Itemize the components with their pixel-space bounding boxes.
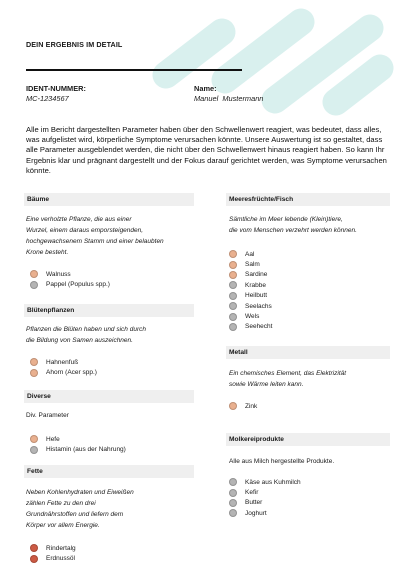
result-level-dot-icon bbox=[229, 402, 237, 410]
list-item-label: Seelachs bbox=[245, 302, 272, 310]
section-heading-diverse: Diverse bbox=[24, 390, 194, 403]
desc-line: Sämtliche im Meer lebende (Klein)tiere, bbox=[229, 216, 343, 223]
section-desc-metall bbox=[229, 368, 346, 390]
list-item-label: Wels bbox=[245, 313, 260, 321]
list-item-label: Zink bbox=[245, 402, 258, 410]
result-level-dot-icon bbox=[30, 369, 38, 377]
result-level-dot-icon bbox=[30, 446, 38, 454]
list-item-label: Aal bbox=[245, 250, 255, 258]
section-desc-diverse bbox=[26, 410, 69, 421]
result-level-dot-icon bbox=[30, 281, 38, 289]
list-item bbox=[229, 508, 301, 518]
desc-line: Pflanzen die Blüten haben und sich durch bbox=[26, 326, 146, 333]
list-item bbox=[229, 291, 272, 301]
list-item-label: Käse aus Kuhmilch bbox=[245, 478, 301, 486]
name-value: Manuel Mustermann bbox=[194, 94, 264, 103]
section-desc-molkerei bbox=[229, 456, 334, 467]
result-level-dot-icon bbox=[229, 323, 237, 331]
item-list-diverse bbox=[30, 434, 126, 455]
section-heading-molkerei: Molkereiprodukte bbox=[226, 433, 390, 446]
desc-line: zählen Fette zu den drei bbox=[26, 500, 96, 507]
list-item-label: Rindertalg bbox=[46, 544, 76, 552]
result-level-dot-icon bbox=[229, 250, 237, 258]
list-item bbox=[30, 444, 126, 454]
section-desc-bluetenpflanzen bbox=[26, 324, 146, 346]
item-list-fette bbox=[30, 543, 76, 564]
list-item-label: Hahnenfuß bbox=[46, 358, 79, 366]
desc-line: die vom Menschen verzehrt werden können. bbox=[229, 227, 357, 234]
result-level-dot-icon bbox=[30, 544, 38, 552]
list-item bbox=[229, 270, 272, 280]
list-item bbox=[229, 322, 272, 332]
section-heading-bluetenpflanzen: Blütenpflanzen bbox=[24, 304, 194, 317]
list-item-label: Histamin (aus der Nahrung) bbox=[46, 446, 126, 454]
intro-paragraph: Alle im Bericht dargestellten Parameter haben über den Schwellenwert reagiert, was bedeutet, dass alles, was aufgelistet wird, körperliche Symptome verursachen könnte. Unsere Auswertung ist so gestaltet, dass alle Parameter ausgeblendet werden, die nicht über den Schwellenwert hinaus reagiert haben. So kann Ihr Ergebnis klar und prägnant dargestellt und der Fokus darauf gerichtet werden, was Symptome verursachen könnte. bbox=[26, 125, 387, 175]
result-level-dot-icon bbox=[30, 555, 38, 563]
list-item bbox=[30, 357, 97, 367]
list-item-label: Butter bbox=[245, 499, 263, 507]
item-list-meeresfruechte bbox=[229, 249, 272, 332]
result-level-dot-icon bbox=[229, 261, 237, 269]
ident-value: MC-1234567 bbox=[26, 94, 69, 103]
list-item-label: Hefe bbox=[46, 435, 60, 443]
list-item bbox=[229, 311, 272, 321]
desc-line: Krone besteht. bbox=[26, 249, 69, 256]
section-desc-baeume bbox=[26, 214, 164, 258]
list-item bbox=[229, 301, 272, 311]
list-item bbox=[30, 279, 110, 289]
list-item bbox=[229, 259, 272, 269]
result-level-dot-icon bbox=[229, 271, 237, 279]
list-item-label: Walnuss bbox=[46, 270, 71, 278]
desc-line: Ein chemisches Element, das Elektrizität bbox=[229, 370, 347, 377]
list-item-label: Heilbutt bbox=[245, 292, 268, 300]
list-item-label: Joghurt bbox=[245, 509, 267, 517]
section-desc-meeresfruechte bbox=[229, 214, 357, 236]
item-list-baeume bbox=[30, 269, 110, 290]
item-list-bluetenpflanzen bbox=[30, 357, 97, 378]
list-item bbox=[229, 401, 257, 411]
desc-line: Wurzel, einem daraus emporsteigenden, bbox=[26, 227, 144, 234]
result-level-dot-icon bbox=[229, 302, 237, 310]
section-heading-fette: Fette bbox=[24, 465, 194, 478]
result-level-dot-icon bbox=[229, 292, 237, 300]
section-heading-meeresfruechte: Meeresfrüchte/Fisch bbox=[226, 193, 390, 206]
desc-line: hochgewachsenem Stamm und einer belaubten bbox=[26, 238, 164, 245]
section-desc-fette bbox=[26, 487, 134, 531]
result-level-dot-icon bbox=[229, 489, 237, 497]
list-item-label: Krabbe bbox=[245, 281, 266, 289]
list-item bbox=[229, 477, 301, 487]
list-item-label: Salm bbox=[245, 261, 260, 269]
list-item bbox=[30, 543, 76, 553]
result-level-dot-icon bbox=[30, 358, 38, 366]
item-list-metall bbox=[229, 401, 257, 411]
name-label: Name: bbox=[194, 84, 217, 93]
item-list-molkerei bbox=[229, 477, 301, 519]
list-item-label: Pappel (Populus spp.) bbox=[46, 281, 110, 289]
title-underline bbox=[26, 69, 242, 71]
list-item bbox=[229, 280, 272, 290]
desc-line: sowie Wärme leiten kann. bbox=[229, 381, 304, 388]
list-item bbox=[30, 269, 110, 279]
decorative-stripes bbox=[0, 0, 416, 130]
list-item bbox=[30, 434, 126, 444]
stripe-3 bbox=[275, 28, 370, 100]
desc-line: Eine verholzte Pflanze, die aus einer bbox=[26, 216, 132, 223]
desc-line: die Bildung von Samen auszeichnen. bbox=[26, 337, 133, 344]
list-item-label: Seehecht bbox=[245, 323, 273, 331]
desc-line: Grundnährstoffen und liefern dem bbox=[26, 511, 124, 518]
page-title: DEIN ERGEBNIS IM DETAIL bbox=[26, 40, 123, 49]
section-heading-metall: Metall bbox=[226, 346, 390, 359]
section-heading-baeume: Bäume bbox=[24, 193, 194, 206]
result-level-dot-icon bbox=[229, 281, 237, 289]
result-level-dot-icon bbox=[229, 478, 237, 486]
result-level-dot-icon bbox=[229, 509, 237, 517]
desc-line: Div. Parameter bbox=[26, 412, 69, 419]
desc-line: Alle aus Milch hergestellte Produkte. bbox=[229, 458, 335, 465]
result-level-dot-icon bbox=[229, 313, 237, 321]
result-level-dot-icon bbox=[30, 435, 38, 443]
list-item-label: Sardine bbox=[245, 271, 268, 279]
list-item-label: Kefir bbox=[245, 489, 259, 497]
result-level-dot-icon bbox=[229, 499, 237, 507]
list-item bbox=[229, 498, 301, 508]
list-item-label: Erdnussöl bbox=[46, 555, 75, 563]
list-item bbox=[30, 367, 97, 377]
stripe-2 bbox=[225, 22, 301, 80]
result-level-dot-icon bbox=[30, 270, 38, 278]
desc-line: Neben Kohlenhydraten und Eiweißen bbox=[26, 489, 134, 496]
list-item-label: Ahorn (Acer spp.) bbox=[46, 369, 97, 377]
desc-line: Körper vor allem Energie. bbox=[26, 522, 100, 529]
list-item bbox=[229, 487, 301, 497]
list-item bbox=[30, 553, 76, 563]
ident-label: IDENT-NUMMER: bbox=[26, 84, 86, 93]
list-item bbox=[229, 249, 272, 259]
stripe-4 bbox=[336, 68, 380, 102]
